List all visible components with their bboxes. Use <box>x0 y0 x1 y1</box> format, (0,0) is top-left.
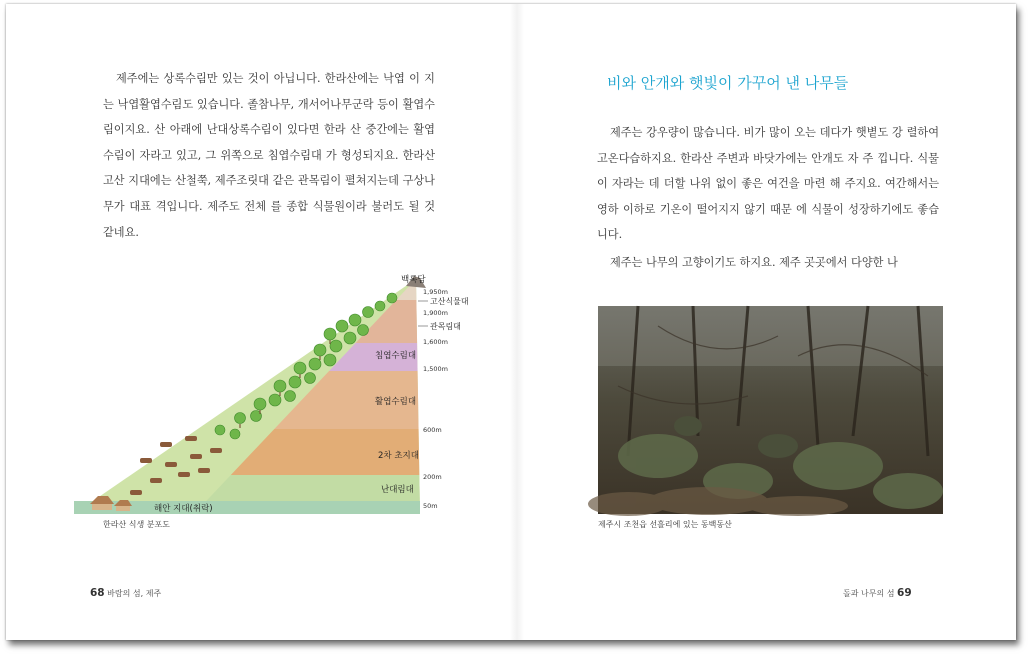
zone-label-grassland: 2차 초지대 <box>378 451 419 461</box>
page-number: 68 <box>90 587 105 599</box>
forest-photo <box>598 306 943 514</box>
tree <box>230 429 240 439</box>
book-gutter <box>510 4 524 640</box>
tree <box>358 325 369 336</box>
horse <box>130 490 142 495</box>
vegetation-distribution-diagram <box>70 268 469 516</box>
tree <box>349 314 361 326</box>
photo-caption: 제주시 조천읍 선흘리에 있는 동백동산 <box>598 520 732 529</box>
tree <box>289 376 301 388</box>
running-title: 바람의 섬, 제주 <box>107 589 162 598</box>
hut <box>116 506 130 511</box>
tree <box>363 307 374 318</box>
horse <box>160 442 172 447</box>
zone-label-broadleaf: 활엽수림대 <box>375 397 417 407</box>
tree <box>344 332 356 344</box>
section-heading: 비와 안개와 햇빛이 가꾸어 낸 나무들 <box>607 74 849 92</box>
zone-label-alpine: 고산식물대 <box>430 297 469 306</box>
altitude-label: 50m <box>423 502 438 510</box>
diagram-caption: 한라산 식생 분포도 <box>103 520 170 529</box>
horse <box>165 462 177 467</box>
tree <box>254 398 266 410</box>
tree <box>324 354 336 366</box>
altitude-label: 200m <box>423 473 442 481</box>
tree <box>387 293 397 303</box>
tree <box>294 362 306 374</box>
tree <box>274 380 286 392</box>
altitude-label: 1,950m <box>423 288 448 296</box>
horse <box>210 448 222 453</box>
altitude-label: 1,900m <box>423 309 448 317</box>
horse <box>190 454 202 459</box>
tree <box>305 373 316 384</box>
page-number: 69 <box>897 587 912 599</box>
right-page-footer <box>843 587 912 599</box>
tree <box>215 425 225 435</box>
horse <box>185 436 197 441</box>
tree <box>314 344 326 356</box>
zone-band-alpine <box>70 268 442 300</box>
running-title: 돌과 나무의 섬 <box>843 589 895 598</box>
tree <box>324 328 336 340</box>
horse <box>140 458 152 463</box>
horse <box>150 478 162 483</box>
altitude-label: 600m <box>423 426 442 434</box>
zone-label-conifer: 침엽수림대 <box>375 351 417 361</box>
right-body-paragraph-continued: 제주는 나무의 고향이기도 하지요. 제주 곳곳에서 다양한 나 <box>610 256 898 269</box>
altitude-label: 1,600m <box>423 338 448 346</box>
zone-label-coast: 해안 지대(취락) <box>154 504 213 514</box>
tree <box>336 320 348 332</box>
hut <box>92 504 112 510</box>
left-body-paragraph: 제주에는 상록수림만 있는 것이 아닙니다. 한라산에는 낙엽 이 지는 낙엽활엽수림도 있습니다. 졸참나무, 개서어나무군락 등이 활엽수림이지요. 산 아래에 난대상록수림이 있다면 한라 산 중간에는 활엽수림이 자라고 있고, 그 위쪽으로 침엽수림대 가 형성되지요. 한라산 고산 지대에는 산철쭉, 제주조릿대 같은 관목림이 펼쳐지는데 구상나무가 대표 격입니다. 제주도 전체 를 종합 식물원이라 불러도 될 것 같네요. <box>103 72 435 239</box>
tree <box>330 340 342 352</box>
tree <box>235 413 246 424</box>
altitude-label: 1,500m <box>423 365 448 373</box>
zone-label-shrub: 관목림대 <box>430 322 461 331</box>
zone-label-warm-forest: 난대림대 <box>381 485 414 495</box>
left-page-footer <box>90 587 161 599</box>
tree <box>309 358 321 370</box>
horse <box>198 468 210 473</box>
horse <box>178 472 190 477</box>
tree <box>285 391 296 402</box>
summit-label: 백록담 <box>401 275 426 285</box>
right-body-paragraph: 제주는 강우량이 많습니다. 비가 많이 오는 데다가 햇볕도 강 렬하여 고온다습하지요. 한라산 주변과 바닷가에는 안개도 자 주 낍니다. 식물이 자라는 데 더할 나위 없이 좋은 여건을 마련 해 주지요. 여간해서는 영하 이하로 기온이 떨어지지 않기 때문 에 식물이 성장하기에도 좋습니다. <box>597 126 939 242</box>
tree <box>375 301 385 311</box>
tree <box>269 394 281 406</box>
